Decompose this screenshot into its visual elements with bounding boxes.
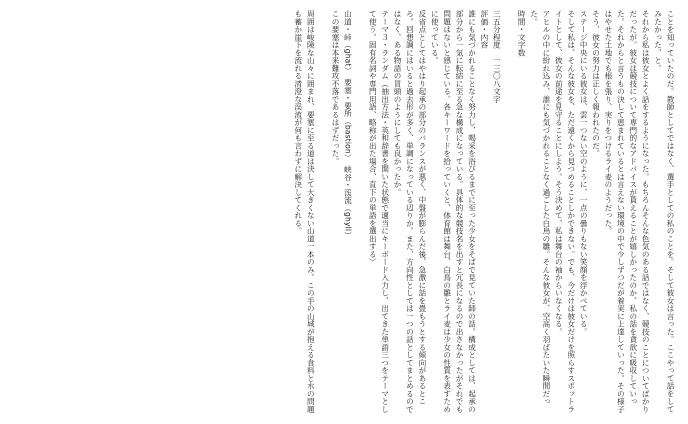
- story2-paragraph: この要塞は本来難攻不落であるはずだった。: [331, 10, 341, 165]
- story-paragraph: それから私は彼女とよく話をするようになった。もちろんそんな色気のある話ではなく、競技のことについてばかりだったが。彼女は競技について専門的なアドバイスが貰えることが嬉しかったのか、私の話を貪欲に吸収していった。それからと言うもの決して恵まれているとは言えない環境の中で少しずつだが着実に上達していった。その様子はやせた土地でも根を張り、実りをつけるライ麦のようだった。: [603, 10, 651, 413]
- eval-text: 反省点としてはやはり起承の部分のバランスが悪く、中盤が膨らんだ後、急激に話を畳もうとする傾向があるところ。回想調にはいると過去形が多く、単調になっている辺りか。また、方向性としては一つの話としてまとめるのではなく、ある物語の冒頭のようにしても良かったか。: [393, 10, 427, 413]
- eval-label: 評価・内容: [479, 10, 489, 49]
- story-paragraph: ことを知っていたのだ。教師としてではなく、選手としての私のことを。そして彼女は言った。ここやって話をしてみたかった、と。: [653, 10, 675, 413]
- vertical-text-body: [12, 10, 676, 414]
- theme-words: 山道・峠（ghat） 要塞・要所（bastion） 峡谷・渓流（ghyll）: [343, 10, 353, 239]
- story2-paragraph: 周囲は峻険な山々に囲まれ、要塞に至る道は決して大きくない山道一本のみ。この手の山城が抱える食料と水の問題も蓄か崖下を流れる清澄な渓流が何も言わずに解決してくれる。: [293, 10, 316, 413]
- theme-title: テーマ３・ランダム（抽出方法・英和辞書を開いた状態で適当にキーボード入力し、出てきた単語三つをテーマとして使う。固有名詞や専門用語、略称が出た場合、直下の単語を選出する）: [368, 10, 390, 413]
- story-paragraph: アヒルの中に紛れ込み、誰にも気づかれることなく過ごした白鳥の雛。そんな彼女が、空高く羽ばたいた瞬間だった。: [529, 10, 551, 406]
- time-value: 三五分程度 一三〇八文字: [492, 10, 502, 103]
- time-label: 時間・文字数: [517, 10, 527, 57]
- eval-text: 誰にも気づかれることなく努力し、喝采を浴びるまでに至った少女をそばで見ていた師の話。構成としては、起承の部分から一気に転結に至る急な構成になっている。具体的な競技名を出すと冗長になるので出さなかったがそれでも問題はないと感じている。各キーワードを拾っていくと、体育館は舞台、白鳥の雛とライ麦は少女の性質を表すために使っている。: [430, 10, 477, 413]
- story-paragraph: そう、彼女の努力は正しく報われたのだ。: [591, 10, 601, 158]
- story-paragraph: ステージ中央にいる彼女は、雲一つない空のように、一点の曇りもない笑顔を浮かべている。: [579, 10, 589, 336]
- story-paragraph: そして私は、そんな彼女を、ただ遠くから見つめることしかできない。でも、今だけは彼女だけを照らすスポットライトとして、彼女の前途を見守ることにしよう。そう決めて、私は舞台の袖からいなくなる。: [554, 10, 576, 413]
